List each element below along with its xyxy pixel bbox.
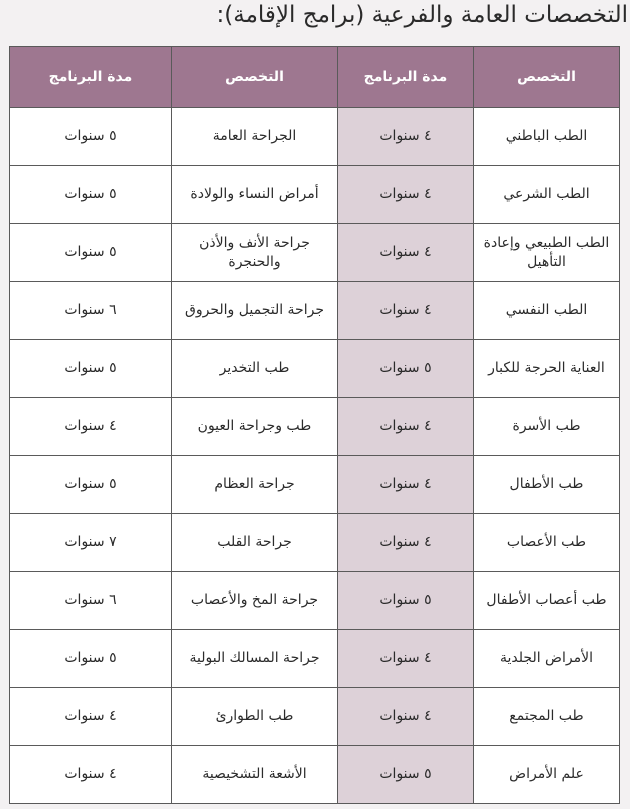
specialty-cell: العناية الحرجة للكبار xyxy=(474,340,620,398)
duration-cell: ٤ سنوات xyxy=(338,282,474,340)
duration-cell: ٤ سنوات xyxy=(338,108,474,166)
table-row xyxy=(10,108,620,166)
table-row xyxy=(10,572,620,630)
table-row xyxy=(10,398,620,456)
table-row xyxy=(10,688,620,746)
duration-cell: ٥ سنوات xyxy=(10,108,172,166)
table-row xyxy=(10,630,620,688)
table-header-row xyxy=(10,47,620,108)
specialty-cell: الأمراض الجلدية xyxy=(474,630,620,688)
specialty-cell: جراحة العظام xyxy=(172,456,338,514)
duration-cell: ٧ سنوات xyxy=(10,514,172,572)
table-row xyxy=(10,514,620,572)
duration-cell: ٥ سنوات xyxy=(10,340,172,398)
table-row xyxy=(10,456,620,514)
duration-cell: ٥ سنوات xyxy=(10,630,172,688)
duration-cell: ٤ سنوات xyxy=(338,688,474,746)
specialty-cell: الطب الشرعي xyxy=(474,166,620,224)
specialty-cell: طب وجراحة العيون xyxy=(172,398,338,456)
specialty-cell: أمراض النساء والولادة xyxy=(172,166,338,224)
duration-cell: ٤ سنوات xyxy=(338,166,474,224)
specialty-cell: الطب النفسي xyxy=(474,282,620,340)
specialty-cell: جراحة المسالك البولية xyxy=(172,630,338,688)
specialty-cell: طب الطوارئ xyxy=(172,688,338,746)
duration-cell: ٤ سنوات xyxy=(10,398,172,456)
specialty-cell: الطب الباطني xyxy=(474,108,620,166)
duration-cell: ٤ سنوات xyxy=(338,224,474,282)
specialty-cell: طب أعصاب الأطفال xyxy=(474,572,620,630)
specialty-cell: جراحة القلب xyxy=(172,514,338,572)
duration-cell: ٤ سنوات xyxy=(10,688,172,746)
specialty-cell: طب الأسرة xyxy=(474,398,620,456)
table-row xyxy=(10,282,620,340)
specialty-cell: جراحة الأنف والأذن والحنجرة xyxy=(172,224,338,282)
duration-cell: ٤ سنوات xyxy=(338,514,474,572)
table-row xyxy=(10,224,620,282)
specialty-cell: طب الأعصاب xyxy=(474,514,620,572)
duration-cell: ٥ سنوات xyxy=(10,224,172,282)
duration-cell: ٤ سنوات xyxy=(338,630,474,688)
specialty-cell: الأشعة التشخيصية xyxy=(172,746,338,804)
duration-cell: ٥ سنوات xyxy=(338,340,474,398)
specialty-cell: طب الأطفال xyxy=(474,456,620,514)
duration-cell: ٥ سنوات xyxy=(10,166,172,224)
specialty-cell: علم الأمراض xyxy=(474,746,620,804)
specialty-cell: الطب الطبيعي وإعادة التأهيل xyxy=(474,224,620,282)
table-row xyxy=(10,166,620,224)
duration-cell: ٥ سنوات xyxy=(338,572,474,630)
duration-cell: ٤ سنوات xyxy=(338,456,474,514)
specialty-cell: الجراحة العامة xyxy=(172,108,338,166)
table-row xyxy=(10,340,620,398)
column-header-specialty: التخصص xyxy=(474,47,620,108)
duration-cell: ٦ سنوات xyxy=(10,572,172,630)
duration-cell: ٥ سنوات xyxy=(10,456,172,514)
specialty-cell: طب المجتمع xyxy=(474,688,620,746)
column-header-duration: مدة البرنامج xyxy=(338,47,474,108)
table-row xyxy=(10,746,620,804)
specialty-cell: جراحة المخ والأعصاب xyxy=(172,572,338,630)
duration-cell: ٤ سنوات xyxy=(338,398,474,456)
column-header-specialty: التخصص xyxy=(172,47,338,108)
specialty-cell: طب التخدير xyxy=(172,340,338,398)
duration-cell: ٤ سنوات xyxy=(10,746,172,804)
page-title: التخصصات العامة والفرعية (برامج الإقامة): xyxy=(216,2,628,28)
specialty-cell: جراحة التجميل والحروق xyxy=(172,282,338,340)
duration-cell: ٥ سنوات xyxy=(338,746,474,804)
column-header-duration: مدة البرنامج xyxy=(10,47,172,108)
specialties-table xyxy=(9,46,620,804)
duration-cell: ٦ سنوات xyxy=(10,282,172,340)
